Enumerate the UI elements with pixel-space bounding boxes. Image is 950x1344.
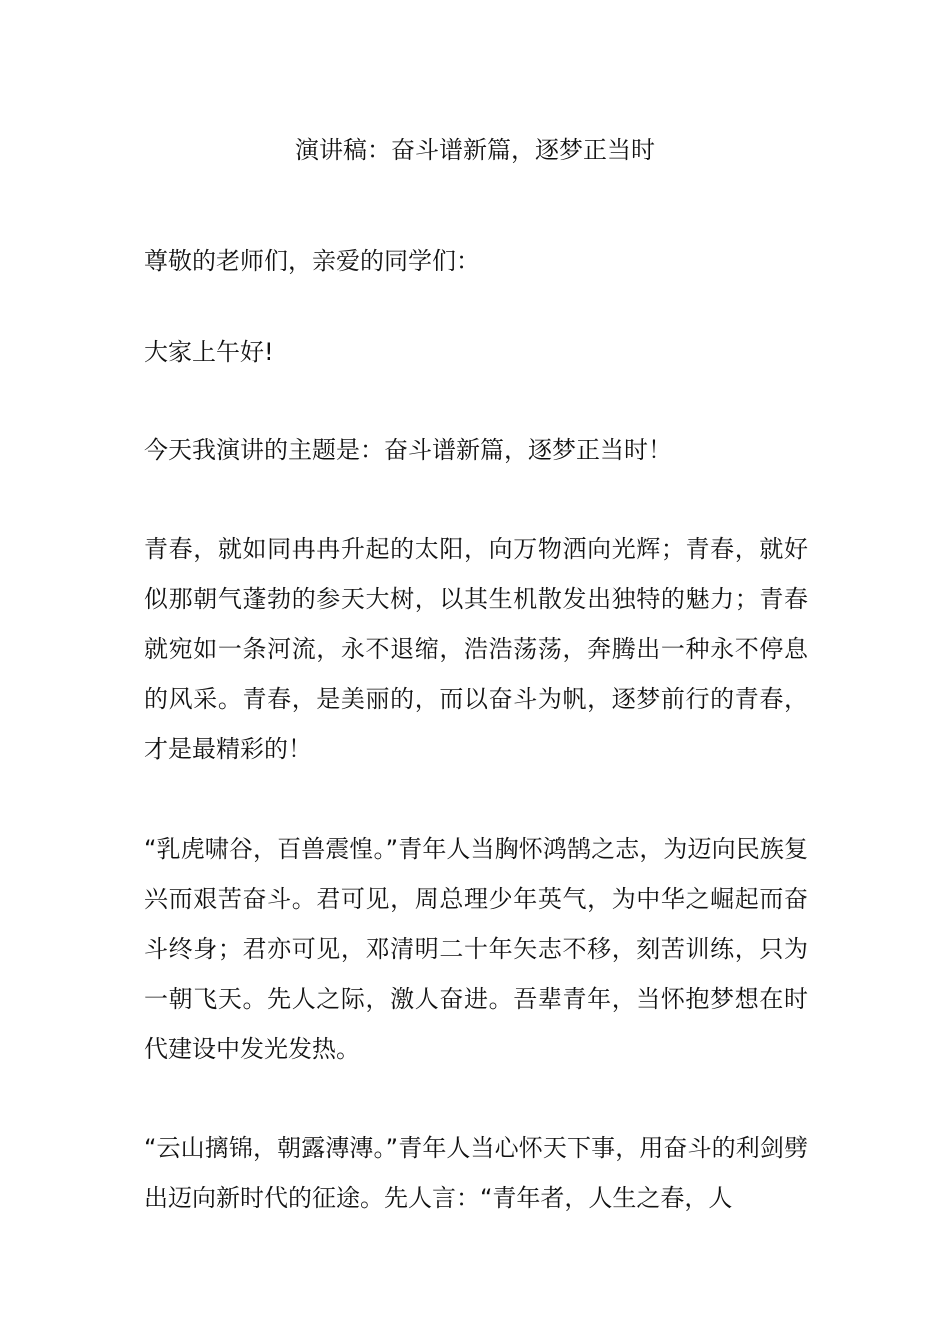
document-title: 演讲稿：奋斗谱新篇，逐梦正当时 <box>295 136 655 164</box>
paragraph-greeting: 大家上午好! <box>144 338 274 366</box>
paragraph-tiger-quote: “乳虎啸谷，百兽震惶。”青年人当胸怀鸿鹄之志，为迈向民族复兴而艰苦奋斗。君可见，周总理少年英气，为中华之崛起而奋斗终身；君亦可见，邓清明二十年矢志不移，刻苦训练，只为一朝飞天。先人之际，激人奋进。吾辈青年，当怀抱梦想在时代建设中发光发热。 <box>144 835 808 1063</box>
paragraph-youth: 青春，就如同冉冉升起的太阳，向万物洒向光辉；青春，就好似那朝气蓬勃的参天大树，以其生机散发出独特的魅力；青春就宛如一条河流，永不退缩，浩浩荡荡，奔腾出一种永不停息的风采。青春，是美丽的，而以奋斗为帆，逐梦前行的青春，才是最精彩的！ <box>144 535 808 763</box>
paragraph-cloud-quote: “云山摛锦，朝露漙漙。”青年人当心怀天下事，用奋斗的利剑劈出迈向新时代的征途。先人言：“青年者，人生之春，人 <box>144 1134 808 1212</box>
paragraph-salutation: 尊敬的老师们，亲爱的同学们： <box>144 247 480 275</box>
paragraph-theme: 今天我演讲的主题是：奋斗谱新篇，逐梦正当时！ <box>144 436 672 464</box>
